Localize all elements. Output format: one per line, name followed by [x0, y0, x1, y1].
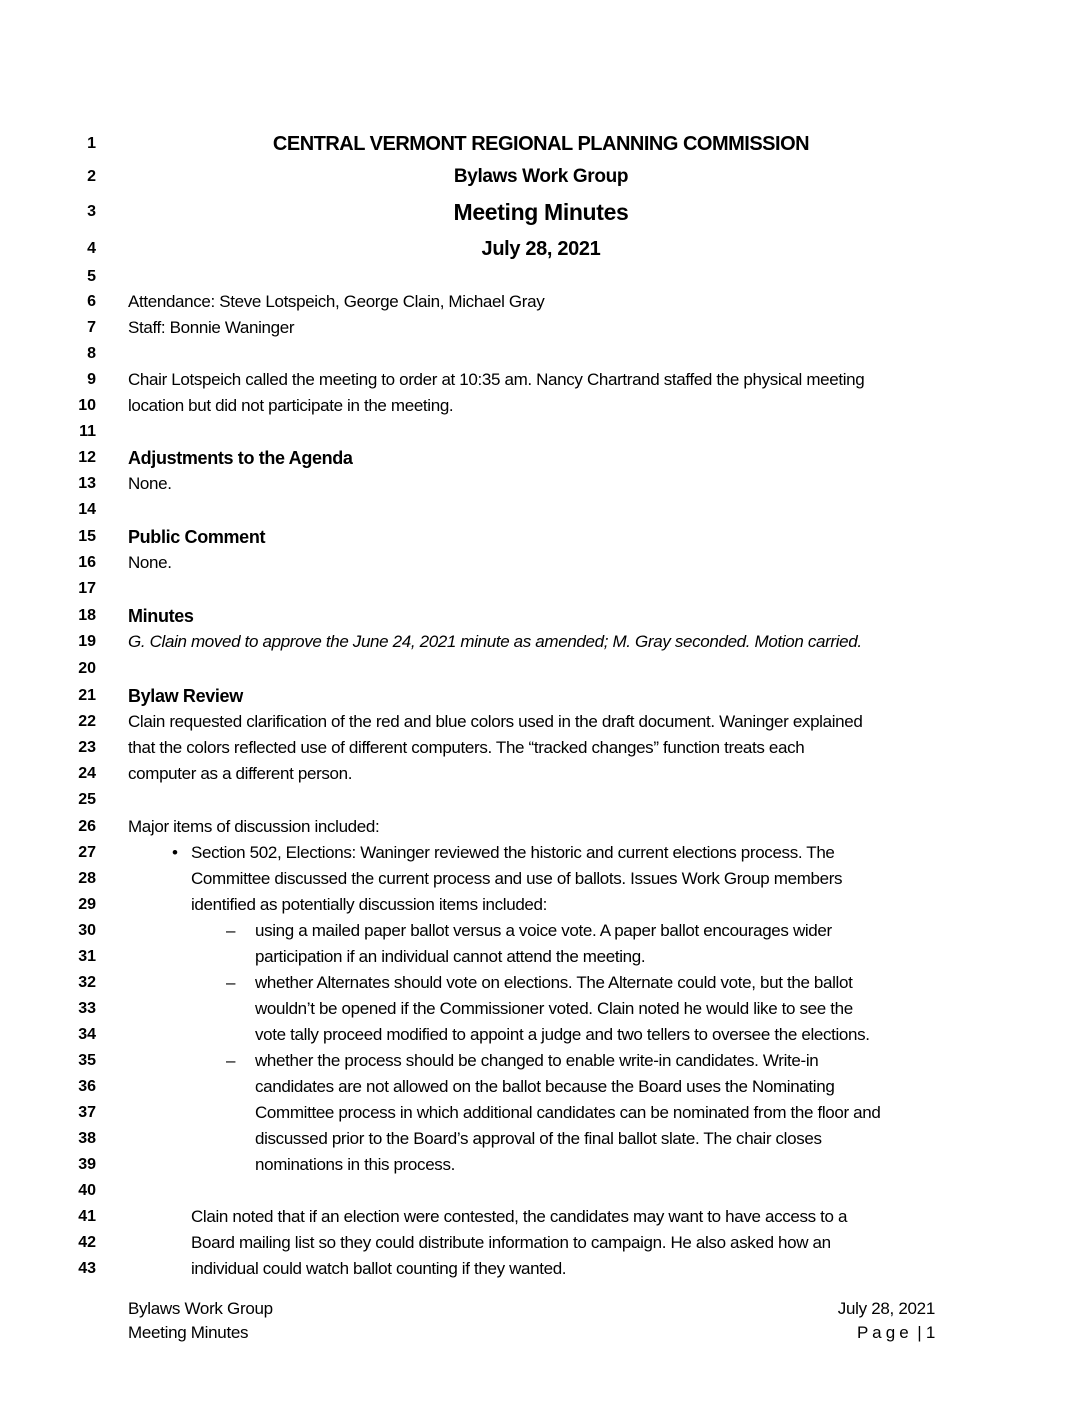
line-number: 30 [78, 922, 96, 939]
line-number: 38 [78, 1130, 96, 1147]
line-number: 4 [87, 240, 96, 257]
line-number: 16 [78, 554, 96, 571]
line-number: 27 [78, 844, 96, 861]
line-number: 15 [78, 528, 96, 545]
bylaw-review-text: computer as a different person. [128, 764, 353, 783]
line-number: 22 [78, 713, 96, 730]
line-number: 13 [78, 475, 96, 492]
line-number: 8 [87, 345, 96, 362]
line-number: 20 [78, 660, 96, 677]
doc-line [0, 289, 1088, 315]
line-number: 12 [78, 449, 96, 466]
doc-line [0, 341, 1088, 367]
line-number: 23 [78, 739, 96, 756]
line-number: 34 [78, 1026, 96, 1043]
bullet-item-text: Committee discussed the current process and use of ballots. Issues Work Group members [191, 869, 843, 888]
discussion-label: Major items of discussion included: [128, 817, 380, 836]
line-number: 6 [87, 293, 96, 310]
doc-line [0, 393, 1088, 419]
section-heading-minutes: Minutes [128, 606, 194, 626]
line-number: 9 [87, 371, 96, 388]
sub-item-text: candidates are not allowed on the ballot because the Board uses the Nominating [255, 1077, 835, 1096]
sub-item-text: participation if an individual cannot attend the meeting. [255, 947, 646, 966]
line-number: 21 [78, 687, 96, 704]
doc-line [0, 1152, 1088, 1178]
meeting-date: July 28, 2021 [481, 238, 601, 260]
bullet-item-text: identified as potentially discussion items included: [191, 895, 548, 914]
section-heading-public-comment: Public Comment [128, 527, 266, 547]
organization-title: CENTRAL VERMONT REGIONAL PLANNING COMMISSION [272, 133, 810, 155]
line-number: 11 [79, 423, 96, 440]
line-number: 26 [78, 818, 96, 835]
doc-line [0, 735, 1088, 761]
doc-line [0, 996, 1088, 1022]
sub-item-text: nominations in this process. [255, 1155, 455, 1174]
doc-line [0, 199, 1088, 225]
doc-line [0, 1074, 1088, 1100]
doc-line [0, 524, 1088, 550]
line-number: 41 [78, 1208, 96, 1225]
doc-line [0, 367, 1088, 393]
line-number: 14 [78, 501, 96, 518]
follow-up-text: individual could watch ballot counting if they wanted. [191, 1259, 567, 1278]
doc-line [0, 603, 1088, 629]
dash-icon: – [226, 1051, 236, 1070]
line-number: 5 [87, 268, 96, 285]
line-number: 2 [87, 168, 96, 185]
doc-line [0, 1204, 1088, 1230]
doc-line [0, 315, 1088, 341]
doc-line [0, 944, 1088, 970]
doc-line [0, 264, 1088, 290]
opening-text: Chair Lotspeich called the meeting to order at 10:35 am. Nancy Chartrand staffed the physical meeting [128, 370, 865, 389]
doc-line [0, 445, 1088, 471]
line-number: 24 [78, 765, 96, 782]
line-number: 7 [87, 319, 96, 336]
line-number: 29 [78, 896, 96, 913]
doc-line [0, 419, 1088, 445]
sub-item-text: using a mailed paper ballot versus a voice vote. A paper ballot encourages wider [255, 921, 832, 940]
doc-line [0, 471, 1088, 497]
group-title: Bylaws Work Group [453, 166, 629, 187]
line-number: 39 [78, 1156, 96, 1173]
doc-line [0, 550, 1088, 576]
doc-line [0, 1100, 1088, 1126]
bylaw-review-text: that the colors reflected use of different computers. The “tracked changes” function treats each [128, 738, 805, 757]
footer-page-number: P a g e | 1 [856, 1323, 935, 1342]
line-number: 19 [78, 633, 96, 650]
sub-item-text: discussed prior to the Board’s approval of the final ballot slate. The chair closes [255, 1129, 822, 1148]
dash-icon: – [226, 921, 236, 940]
sub-item-text: wouldn’t be opened if the Commissioner voted. Clain noted he would like to see the [255, 999, 853, 1018]
follow-up-text: Board mailing list so they could distribute information to campaign. He also asked how an [191, 1233, 831, 1252]
doc-line [0, 1178, 1088, 1204]
doc-line [0, 761, 1088, 787]
line-number: 3 [87, 203, 96, 220]
document-title: Meeting Minutes [453, 199, 629, 225]
public-comment-text: None. [128, 553, 172, 572]
footer-group-name: Bylaws Work Group [128, 1299, 273, 1318]
doc-line [0, 970, 1088, 996]
line-number: 36 [78, 1078, 96, 1095]
doc-line [0, 787, 1088, 813]
doc-line [0, 814, 1088, 840]
doc-line [0, 164, 1088, 190]
doc-line [0, 497, 1088, 523]
opening-text: location but did not participate in the meeting. [128, 396, 454, 415]
doc-line [0, 1126, 1088, 1152]
line-number: 25 [78, 791, 96, 808]
dash-icon: – [226, 973, 236, 992]
staff-text: Staff: Bonnie Waninger [128, 318, 295, 337]
line-number: 35 [78, 1052, 96, 1069]
line-number: 17 [78, 580, 96, 597]
doc-line [0, 576, 1088, 602]
doc-line [0, 709, 1088, 735]
section-heading-bylaw-review: Bylaw Review [128, 686, 243, 706]
doc-line [0, 1230, 1088, 1256]
line-number: 32 [78, 974, 96, 991]
sub-item-text: Committee process in which additional candidates can be nominated from the floor and [255, 1103, 881, 1122]
line-number: 42 [78, 1234, 96, 1251]
doc-line [0, 840, 1088, 866]
doc-line [0, 1048, 1088, 1074]
minutes-motion: G. Clain moved to approve the June 24, 2021 minute as amended; M. Gray seconded. Motion carried. [128, 632, 862, 651]
line-number: 37 [78, 1104, 96, 1121]
doc-line [0, 131, 1088, 157]
sub-item-text: whether the process should be changed to enable write-in candidates. Write-in [255, 1051, 819, 1070]
sub-item-text: whether Alternates should vote on elections. The Alternate could vote, but the ballot [255, 973, 853, 992]
line-number: 28 [78, 870, 96, 887]
bullet-icon: • [172, 843, 178, 862]
doc-line [0, 683, 1088, 709]
doc-line [0, 866, 1088, 892]
line-number: 31 [78, 948, 96, 965]
line-number: 1 [87, 135, 96, 152]
bullet-item-text: Section 502, Elections: Waninger reviewed the historic and current elections process. The [191, 843, 835, 862]
doc-line [0, 1256, 1088, 1282]
section-heading-agenda: Adjustments to the Agenda [128, 448, 353, 468]
line-number: 33 [78, 1000, 96, 1017]
doc-line [0, 656, 1088, 682]
doc-line [0, 629, 1088, 655]
bylaw-review-text: Clain requested clarification of the red and blue colors used in the draft document. Waninger explained [128, 712, 863, 731]
footer-date: July 28, 2021 [837, 1299, 935, 1318]
attendance-text: Attendance: Steve Lotspeich, George Clain, Michael Gray [128, 292, 545, 311]
doc-line [0, 892, 1088, 918]
doc-line [0, 1022, 1088, 1048]
follow-up-text: Clain noted that if an election were contested, the candidates may want to have access to a [191, 1207, 848, 1226]
doc-line [0, 918, 1088, 944]
sub-item-text: vote tally proceed modified to appoint a judge and two tellers to oversee the elections. [255, 1025, 870, 1044]
line-number: 40 [78, 1182, 96, 1199]
line-number: 18 [78, 607, 96, 624]
agenda-text: None. [128, 474, 172, 493]
line-number: 43 [78, 1260, 96, 1277]
doc-line [0, 236, 1088, 262]
line-number: 10 [78, 397, 96, 414]
footer-document-type: Meeting Minutes [128, 1323, 249, 1342]
